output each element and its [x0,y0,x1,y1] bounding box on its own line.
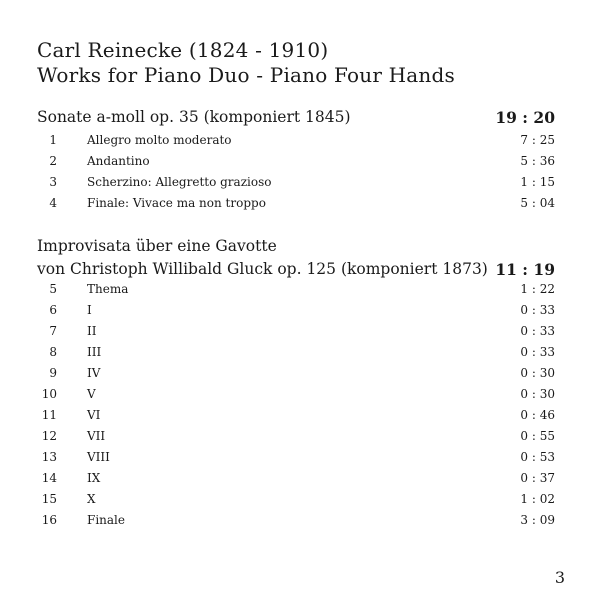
track-row [37,154,555,170]
track-time: 0 : 33 [520,345,555,359]
work-duration: 19 : 20 [495,108,555,127]
track-time: 0 : 33 [520,324,555,338]
track-row [37,408,555,424]
track-row [37,429,555,445]
track-time: 5 : 36 [520,154,555,168]
track-row [37,366,555,382]
track-row [37,513,555,529]
work-heading-improvisata-line1 [37,237,555,255]
track-number: 10 [41,387,57,401]
work-title: von Christoph Willibald Gluck op. 125 (komponiert 1873) [37,260,488,278]
track-row [37,282,555,298]
track-number: 4 [49,196,57,210]
work-heading-sonate [37,108,555,126]
track-time: 7 : 25 [520,133,555,147]
track-title: II [87,324,97,338]
track-number: 2 [49,154,57,168]
track-title: Scherzino: Allegretto grazioso [87,175,272,189]
track-number: 7 [49,324,57,338]
track-time: 0 : 33 [520,303,555,317]
track-number: 1 [49,133,57,147]
track-number: 13 [41,450,57,464]
track-time: 3 : 09 [520,513,555,527]
track-title: Thema [87,282,129,296]
track-row [37,175,555,191]
track-row [37,492,555,508]
track-title: I [87,303,92,317]
work-heading-improvisata-line2 [37,260,555,278]
track-time: 0 : 55 [520,429,555,443]
booklet-header [37,38,455,88]
track-number: 12 [41,429,57,443]
track-row [37,471,555,487]
track-title: VI [87,408,101,422]
track-title: IV [87,366,101,380]
track-title: X [87,492,96,506]
track-row [37,450,555,466]
track-title: VII [87,429,106,443]
track-time: 0 : 30 [520,387,555,401]
page-number: 3 [554,568,565,587]
track-title: IX [87,471,101,485]
work-duration: 11 : 19 [495,260,555,279]
track-row [37,133,555,149]
track-number: 6 [49,303,57,317]
track-number: 8 [49,345,57,359]
track-row [37,303,555,319]
track-title: V [87,387,96,401]
track-row [37,196,555,212]
work-title: Improvisata über eine Gavotte [37,237,277,255]
track-time: 0 : 46 [520,408,555,422]
track-title: Andantino [87,154,150,168]
track-title: Finale [87,513,125,527]
track-time: 5 : 04 [520,196,555,210]
track-title: Allegro molto moderato [87,133,232,147]
track-time: 1 : 15 [520,175,555,189]
track-row [37,387,555,403]
track-number: 16 [41,513,57,527]
track-time: 0 : 53 [520,450,555,464]
album-subtitle: Works for Piano Duo - Piano Four Hands [37,63,455,87]
track-number: 11 [41,408,57,422]
track-number: 3 [49,175,57,189]
work-title: Sonate a-moll op. 35 (komponiert 1845) [37,108,351,126]
composer-title: Carl Reinecke (1824 - 1910) [37,38,329,62]
track-title: III [87,345,102,359]
track-time: 0 : 30 [520,366,555,380]
track-time: 1 : 22 [520,282,555,296]
track-number: 5 [49,282,57,296]
track-number: 14 [41,471,57,485]
track-time: 1 : 02 [520,492,555,506]
track-number: 9 [49,366,57,380]
track-number: 15 [41,492,57,506]
track-title: Finale: Vivace ma non troppo [87,196,266,210]
track-time: 0 : 37 [520,471,555,485]
track-row [37,345,555,361]
track-row [37,324,555,340]
track-title: VIII [87,450,110,464]
